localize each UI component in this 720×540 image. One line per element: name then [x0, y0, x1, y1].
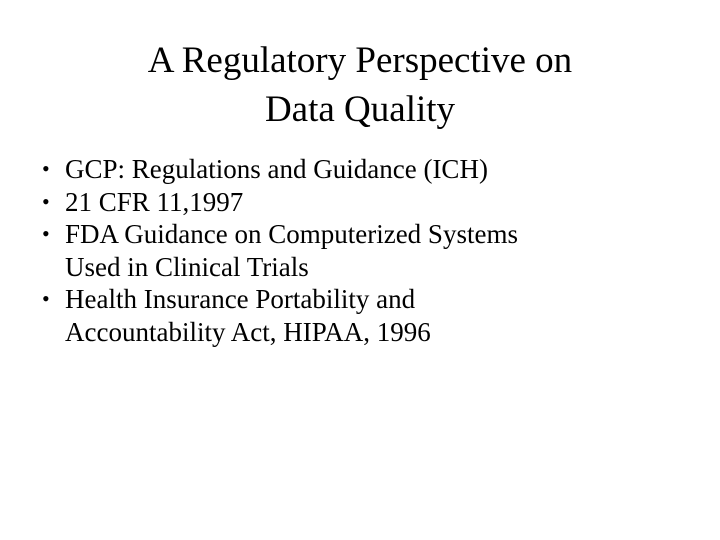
slide-title-line: A Regulatory Perspective on	[147, 40, 573, 81]
bullet-dot-icon: •	[42, 221, 50, 246]
bullet-text-line: GCP: Regulations and Guidance (ICH)	[65, 154, 488, 184]
bullet-dot-icon: •	[42, 286, 50, 311]
bullet-item	[42, 283, 682, 348]
bullet-text-line: Health Insurance Portability and	[65, 284, 416, 314]
bullet-item	[42, 218, 682, 283]
bullet-dot-icon: •	[42, 188, 50, 214]
bullet-item	[42, 186, 682, 219]
bullet-list	[42, 153, 682, 348]
bullet-text-line: FDA Guidance on Computerized Systems	[65, 219, 518, 249]
bullet-text-line: Used in Clinical Trials	[65, 251, 309, 282]
bullet-dot-icon: •	[42, 156, 50, 181]
slide-title	[60, 36, 660, 134]
slide-title-line: Data Quality	[264, 89, 456, 130]
bullet-item	[42, 153, 682, 186]
bullet-text-line: 21 CFR 11,1997	[65, 186, 244, 217]
bullet-text-line: Accountability Act, HIPAA, 1996	[65, 316, 431, 347]
